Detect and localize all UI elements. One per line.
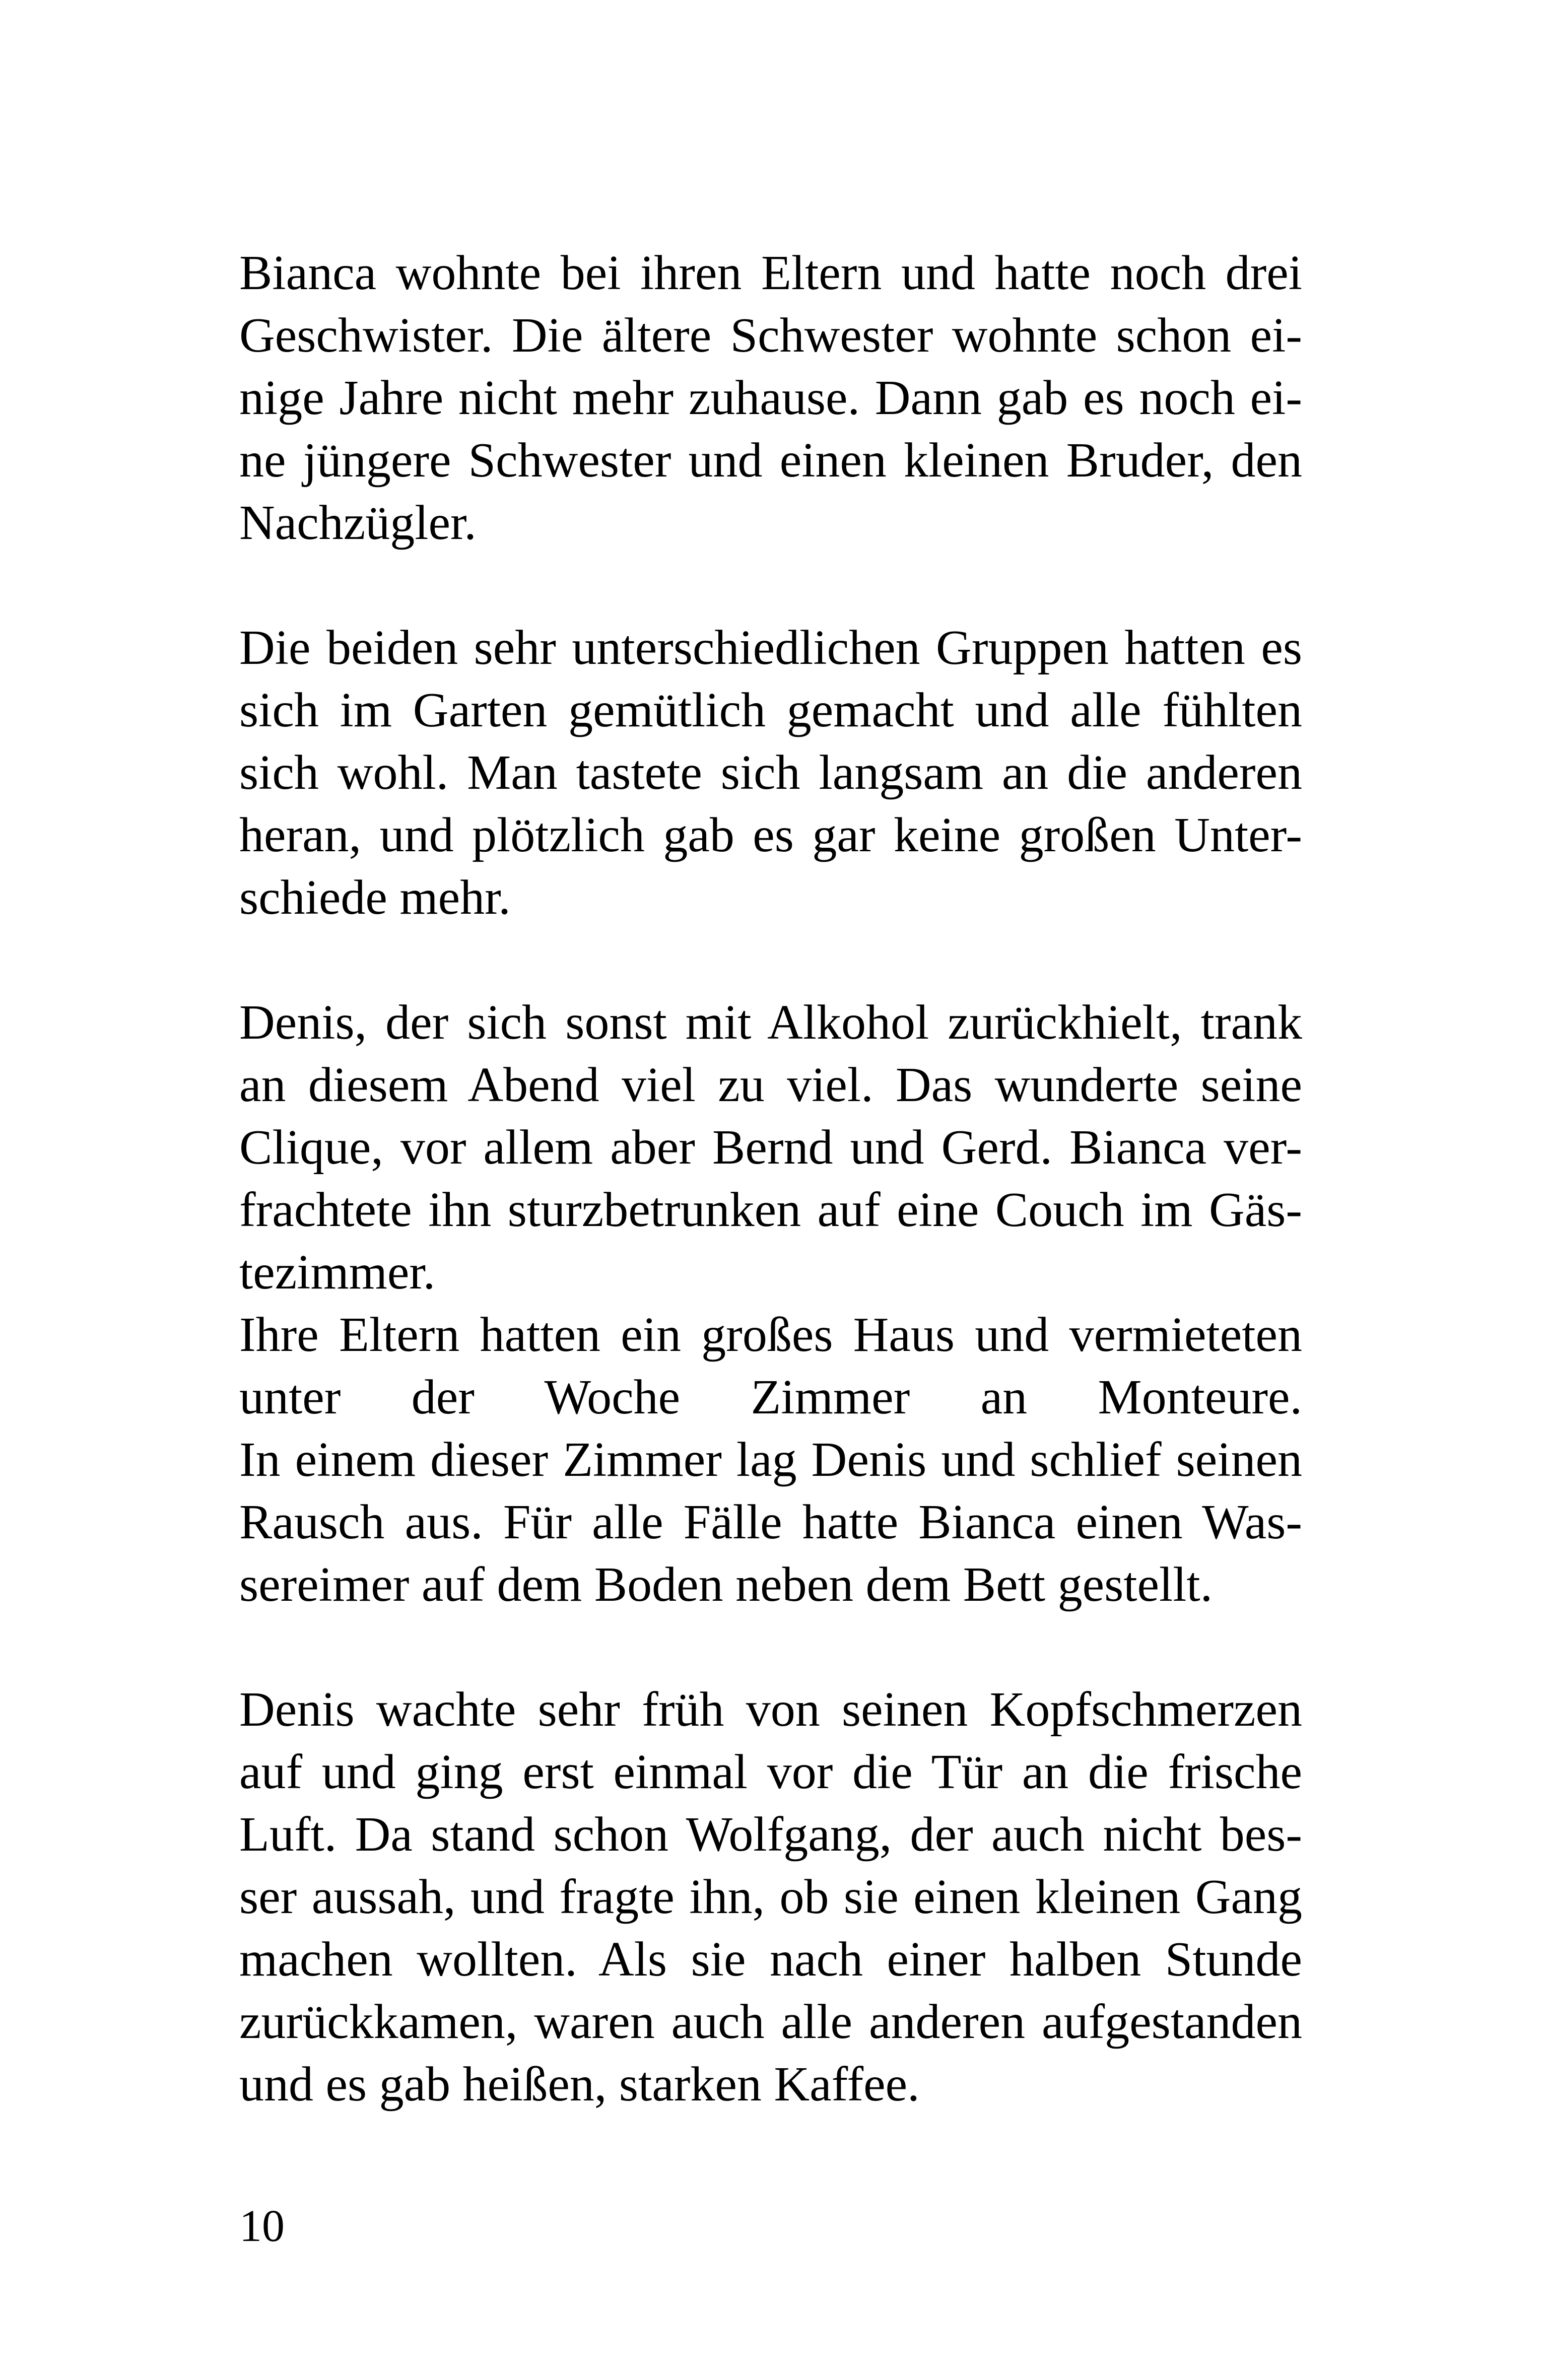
text-line: sich im Garten gemütlich gemacht und alle fühlten xyxy=(239,683,1302,737)
text-line: sereimer auf dem Boden neben dem Bett gestellt. xyxy=(239,1557,1213,1612)
text-line: Ihre Eltern hatten ein großes Haus und vermieteten xyxy=(239,1308,1302,1362)
text-line: Denis wachte sehr früh von seinen Kopfschmerzen xyxy=(239,1682,1302,1737)
paragraph xyxy=(239,617,1302,929)
text-line: Rausch aus. Für alle Fälle hatte Bianca einen Was- xyxy=(239,1495,1302,1549)
paragraph xyxy=(239,242,1302,554)
text-line: Luft. Da stand schon Wolfgang, der auch nicht bes- xyxy=(239,1807,1302,1862)
text-line: und es gab heißen, starken Kaffee. xyxy=(239,2057,920,2112)
text-line: unter der Woche Zimmer an Monteure. xyxy=(239,1370,1302,1424)
text-line: Geschwister. Die ältere Schwester wohnte schon ei- xyxy=(239,308,1302,363)
text-line: machen wollten. Als sie nach einer halben Stunde xyxy=(239,1932,1302,1987)
text-line: Nachzügler. xyxy=(239,496,477,550)
text-line: Denis, der sich sonst mit Alkohol zurückhielt, trank xyxy=(239,995,1302,1050)
text-line: nige Jahre nicht mehr zuhause. Dann gab es noch ei- xyxy=(239,371,1302,425)
text-line: sich wohl. Man tastete sich langsam an die anderen xyxy=(239,745,1302,800)
text-line: zurückkamen, waren auch alle anderen aufgestanden xyxy=(239,1995,1302,2049)
paragraph-gap xyxy=(239,929,1302,991)
paragraph xyxy=(239,1678,1302,2116)
paragraph-gap xyxy=(239,1616,1302,1678)
text-line: Clique, vor allem aber Bernd und Gerd. Bianca ver- xyxy=(239,1120,1302,1175)
body-text xyxy=(239,242,1302,2116)
page-number: 10 xyxy=(239,2201,285,2251)
text-line: an diesem Abend viel zu viel. Das wunderte seine xyxy=(239,1058,1302,1112)
paragraph-gap xyxy=(239,554,1302,617)
text-line: In einem dieser Zimmer lag Denis und schlief seinen xyxy=(239,1433,1302,1487)
paragraph xyxy=(239,1304,1302,1616)
text-line: Bianca wohnte bei ihren Eltern und hatte noch drei xyxy=(239,246,1302,300)
paragraph xyxy=(239,991,1302,1304)
text-line: Die beiden sehr unterschiedlichen Gruppen hatten es xyxy=(239,621,1302,675)
text-line: frachtete ihn sturzbetrunken auf eine Couch im Gäs- xyxy=(239,1183,1302,1237)
text-line: auf und ging erst einmal vor die Tür an die frische xyxy=(239,1745,1302,1799)
text-line: schiede mehr. xyxy=(239,870,511,925)
text-line: heran, und plötzlich gab es gar keine großen Unter- xyxy=(239,808,1302,862)
text-line: ne jüngere Schwester und einen kleinen Bruder, den xyxy=(239,433,1302,488)
text-line: tezimmer. xyxy=(239,1245,436,1300)
text-line: ser aussah, und fragte ihn, ob sie einen kleinen Gang xyxy=(239,1870,1302,1924)
